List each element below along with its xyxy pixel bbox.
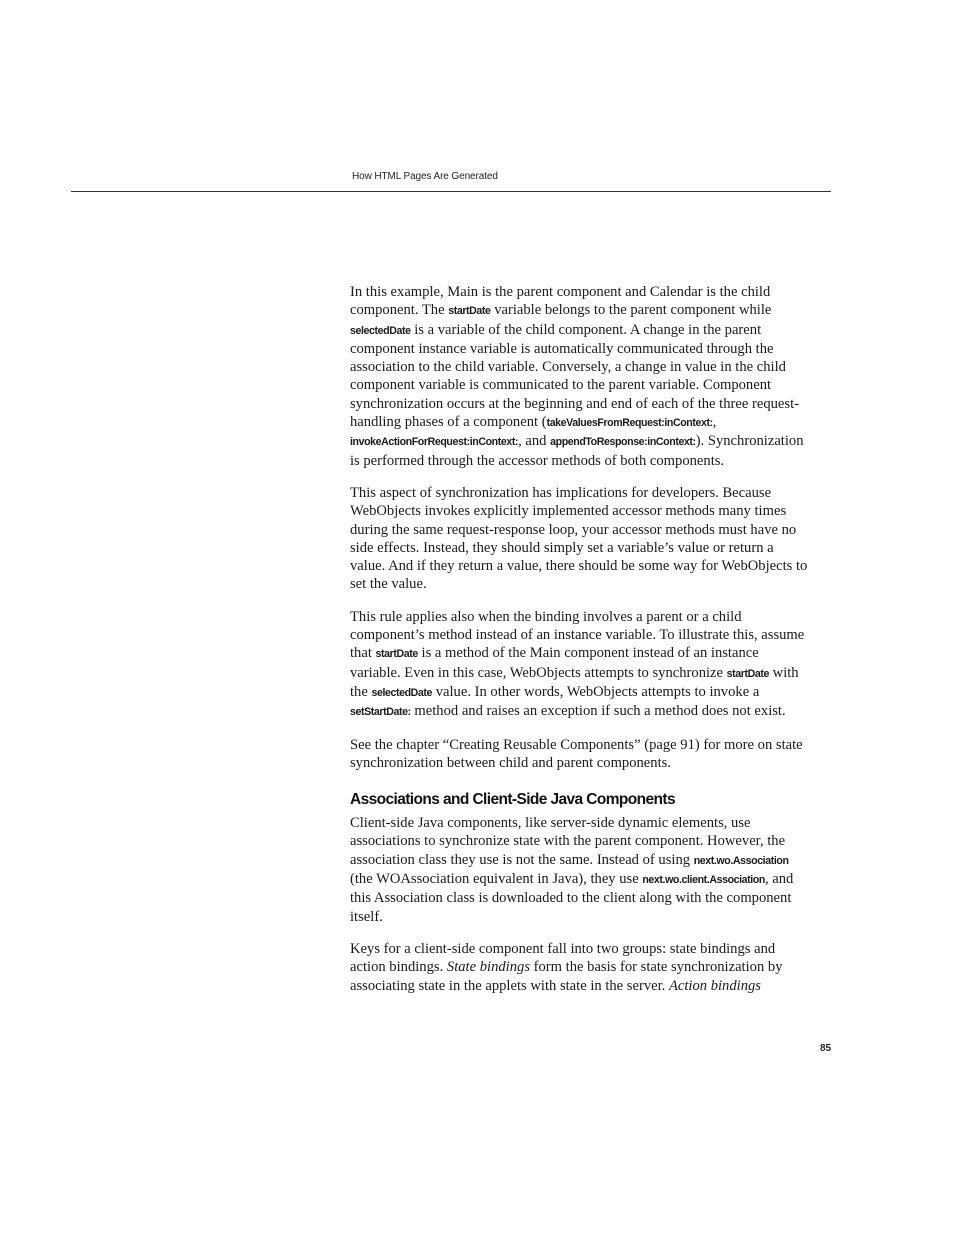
paragraph-synchronization-intro: In this example, Main is the parent component and Calendar is the child component. The startDate variable belongs to the parent component while selectedDate is a variable of the child component. A change in the parent component instance variable is automatically communicated through the association to the child variable. Conversely, a change in value in the child component variable is communicated to the parent variable. Component synchronization occurs at the beginning and end of each of the three request-handling phases of a component (takeValuesFromRequest:inContext:, invokeActionForRequest:inContext:, and appendToResponse:inContext:). Synchronization is performed through the accessor methods of both components. [350,284,804,469]
code-term: selectedDate [371,686,433,699]
body-text [350,283,808,1009]
paragraph-binding-keys: Keys for a client-side component fall into two groups: state bindings and action bindings. State bindings form the basis for state synchronization by associating state in the applets with state in the server. Action bindings [350,940,783,994]
code-term: startDate [726,667,769,680]
code-term: next.wo.client.Association [642,874,765,887]
code-term: startDate [448,305,491,318]
header-rule [71,191,831,192]
code-term: takeValuesFromRequest:inContext: [546,417,713,430]
code-term: invokeActionForRequest:inContext: [350,436,519,449]
paragraph-developer-implications: This aspect of synchronization has implications for developers. Because WebObjects invokes explicitly implemented accessor methods many times during the same request-response loop, your accessor methods must have no side effects. Instead, they should simply set a variable’s value or return a value. And if they return a value, there should be some way for WebObjects to set the value. [350,484,808,593]
code-term: startDate [375,648,418,661]
code-term: setStartDate: [350,706,411,719]
section-heading: Associations and Client-Side Java Components [350,791,676,809]
code-term: next.wo.Association [693,854,789,867]
paragraph-see-chapter: See the chapter “Creating Reusable Components” (page 91) for more on state synchronization between child and parent components. [350,736,803,771]
page-number: 85 [820,1043,832,1054]
emphasis-term: Action bindings [668,977,761,994]
code-term: appendToResponse:inContext: [550,436,696,449]
paragraph-client-side-associations: Client-side Java components, like server-side dynamic elements, use associations to synchronize state with the parent component. However, the association class they use is not the same. Instead of using next.wo.Association (the WOAssociation equivalent in Java), they use next.wo.client.Association, and this Association class is downloaded to the client along with the component itself. [350,815,794,925]
emphasis-term: State bindings [446,959,530,976]
paragraph-method-binding: This rule applies also when the binding involves a parent or a child component’s method instead of an instance variable. To illustrate this, assume that startDate is a method of the Main component instead of an instance variable. Even in this case, WebObjects attempts to synchronize startDate with the selectedDate value. In other words, WebObjects attempts to invoke a setStartDate: method and raises an exception if such a method does not exist. [350,608,805,720]
code-term: selectedDate [350,324,411,337]
running-header: How HTML Pages Are Generated [352,171,498,182]
